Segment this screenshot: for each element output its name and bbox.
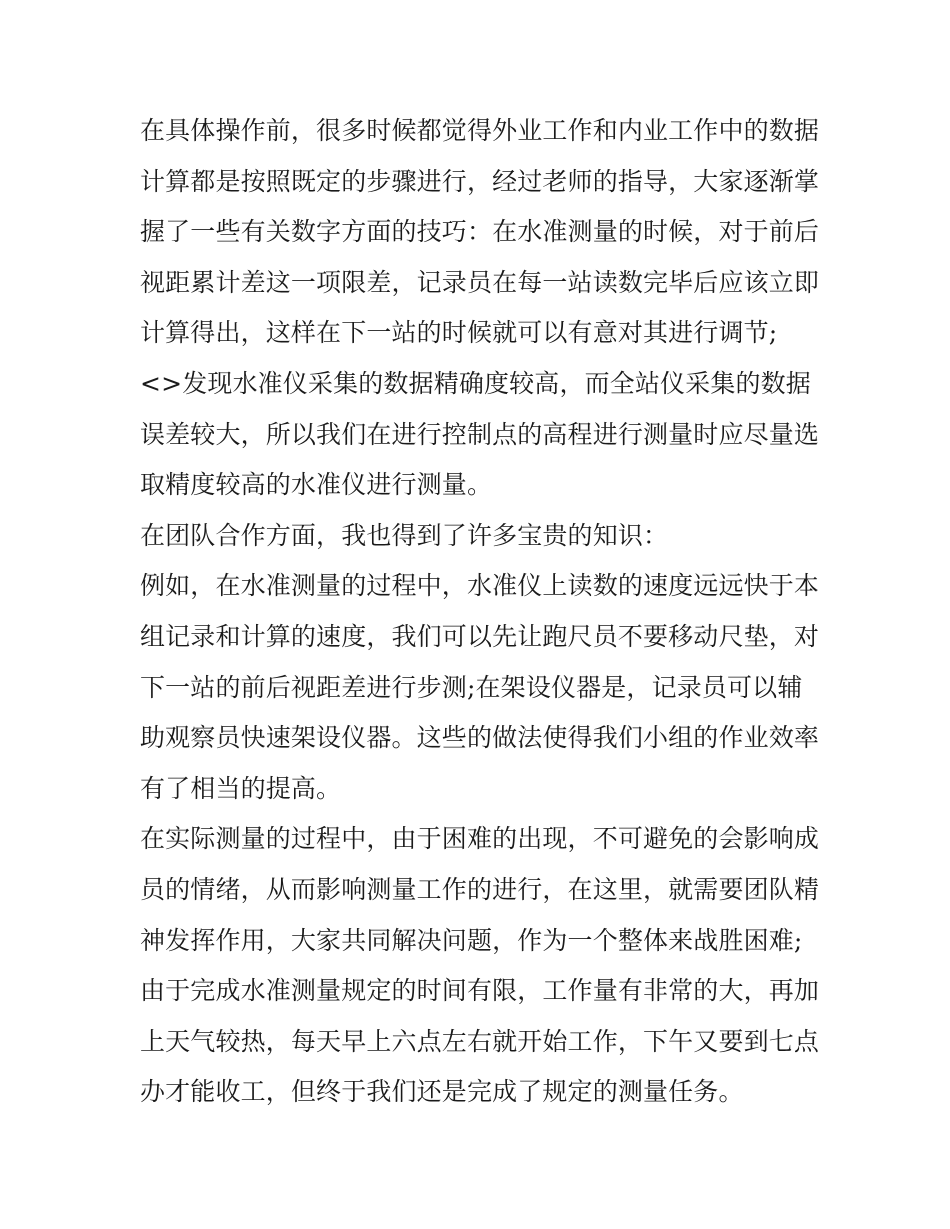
text-line: 误差较大，所以我们在进行控制点的高程进行测量时应尽量选 — [140, 419, 820, 449]
text-line: 办才能收工，但终于我们还是完成了规定的测量任务。 — [140, 1077, 744, 1107]
text-line: 例如，在水准测量的过程中，水准仪上读数的速度远远快于本 — [140, 571, 820, 601]
text-line: 由于完成水准测量规定的时间有限，工作量有非常的大，再加 — [140, 976, 820, 1006]
text-line: 有了相当的提高。 — [140, 773, 342, 803]
text-line: 计算都是按照既定的步骤进行，经过老师的指导，大家逐渐掌 — [140, 166, 820, 196]
text-line: <>发现水准仪采集的数据精确度较高，而全站仪采集的数据 — [140, 368, 811, 398]
text-line: 在实际测量的过程中，由于困难的出现，不可避免的会影响成 — [140, 824, 820, 854]
text-line: 取精度较高的水准仪进行测量。 — [140, 470, 493, 500]
text-line: 在团队合作方面，我也得到了许多宝贵的知识： — [140, 520, 669, 550]
text-line: 在具体操作前，很多时候都觉得外业工作和内业工作中的数据 — [140, 116, 820, 145]
text-line: 下一站的前后视距差进行步测;在架设仪器是，记录员可以辅 — [140, 672, 803, 702]
document-body — [140, 106, 820, 1118]
text-line: 视距累计差这一项限差，记录员在每一站读数完毕后应该立即 — [140, 267, 820, 297]
text-line: 组记录和计算的速度，我们可以先让跑尺员不要移动尺垫，对 — [140, 621, 820, 651]
text-line: 计算得出，这样在下一站的时候就可以有意对其进行调节; — [140, 318, 778, 348]
text-line: 助观察员快速架设仪器。这些的做法使得我们小组的作业效率 — [140, 723, 820, 753]
text-line: 握了一些有关数字方面的技巧：在水准测量的时候，对于前后 — [140, 217, 820, 247]
text-line: 神发挥作用，大家共同解决问题，作为一个整体来战胜困难; — [140, 925, 803, 955]
text-line: 上天气较热，每天早上六点左右就开始工作，下午又要到七点 — [140, 1026, 820, 1056]
text-line: 员的情绪，从而影响测量工作的进行，在这里，就需要团队精 — [140, 874, 820, 904]
